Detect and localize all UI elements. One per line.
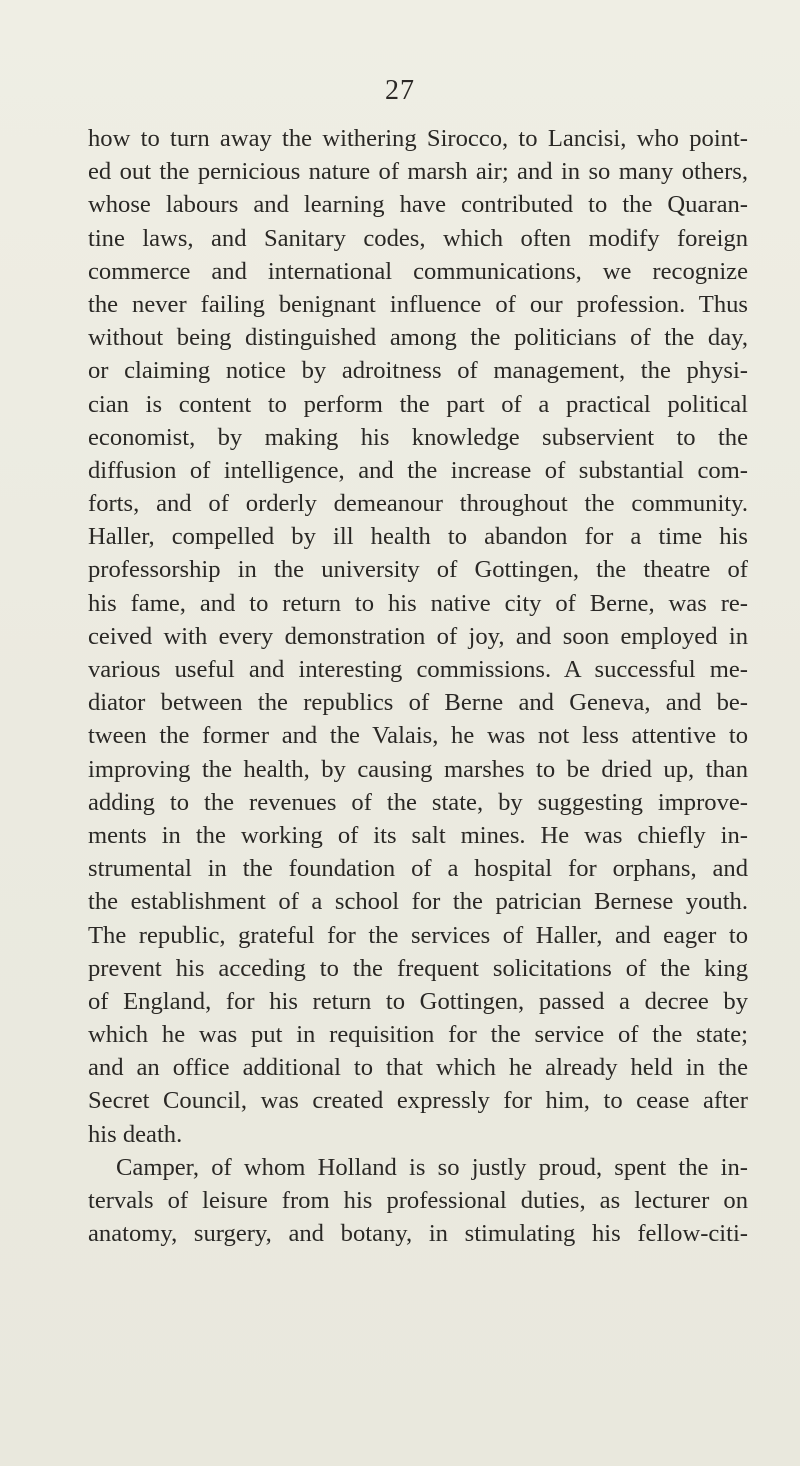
text-line: tervals of leisure from his professional duties, as lecturer on bbox=[88, 1187, 748, 1214]
text-line: or claiming notice by adroitness of management, the physi- bbox=[88, 357, 748, 385]
text-line: professorship in the university of Gottingen, the theatre of bbox=[88, 556, 748, 584]
text-line: tween the former and the Valais, he was not less attentive to bbox=[88, 722, 748, 750]
text-line: various useful and interesting commissions. A successful me- bbox=[88, 656, 748, 683]
text-line: adding to the revenues of the state, by suggesting improve- bbox=[88, 788, 748, 816]
text-line: without being distinguished among the politicians of the day, bbox=[88, 324, 748, 352]
text-line: prevent his acceding to the frequent solicitations of the king bbox=[88, 954, 748, 982]
text-line: tine laws, and Sanitary codes, which often modify foreign bbox=[88, 224, 748, 252]
text-line: how to turn away the withering Sirocco, to Lancisi, who point- bbox=[88, 125, 748, 152]
text-line: The republic, grateful for the services of Haller, and eager to bbox=[88, 921, 748, 949]
text-line: diator between the republics of Berne and Geneva, and be- bbox=[88, 689, 748, 717]
text-line: ments in the working of its salt mines. He was chiefly in- bbox=[88, 821, 748, 849]
body-text bbox=[88, 122, 748, 1250]
text-line: his fame, and to return to his native city of Berne, was re- bbox=[88, 589, 748, 617]
text-line-paragraph-start: Camper, of whom Holland is so justly proud, spent the in- bbox=[116, 1153, 748, 1181]
text-line: and an office additional to that which he already held in the bbox=[88, 1054, 748, 1082]
text-line: ed out the pernicious nature of marsh air; and in so many others, bbox=[88, 158, 748, 186]
text-line: forts, and of orderly demeanour throughout the community. bbox=[88, 490, 748, 518]
text-line: which he was put in requisition for the service of the state; bbox=[88, 1021, 748, 1049]
text-line: whose labours and learning have contributed to the Quaran- bbox=[88, 191, 748, 219]
text-line: diffusion of intelligence, and the increase of substantial com- bbox=[88, 456, 748, 484]
text-line: strumental in the foundation of a hospital for orphans, and bbox=[88, 855, 748, 883]
text-line: commerce and international communications, we recognize bbox=[88, 257, 748, 285]
text-line: cian is content to perform the part of a practical political bbox=[88, 390, 748, 418]
text-line: economist, by making his knowledge subservient to the bbox=[88, 423, 748, 451]
text-line: improving the health, by causing marshes to be dried up, than bbox=[88, 755, 748, 783]
text-line-paragraph-end: his death. bbox=[88, 1120, 183, 1148]
text-line: of England, for his return to Gottingen, passed a decree by bbox=[88, 987, 748, 1015]
page-number: 27 bbox=[385, 75, 415, 106]
text-line: Secret Council, was created expressly for him, to cease after bbox=[88, 1087, 748, 1115]
text-line: the establishment of a school for the patrician Bernese youth. bbox=[88, 888, 748, 916]
text-line: anatomy, surgery, and botany, in stimulating his fellow-citi- bbox=[88, 1220, 748, 1248]
text-line: Haller, compelled by ill health to abandon for a time his bbox=[88, 523, 748, 551]
text-line: the never failing benignant influence of our profession. Thus bbox=[88, 290, 748, 318]
text-line: ceived with every demonstration of joy, and soon employed in bbox=[88, 622, 748, 650]
